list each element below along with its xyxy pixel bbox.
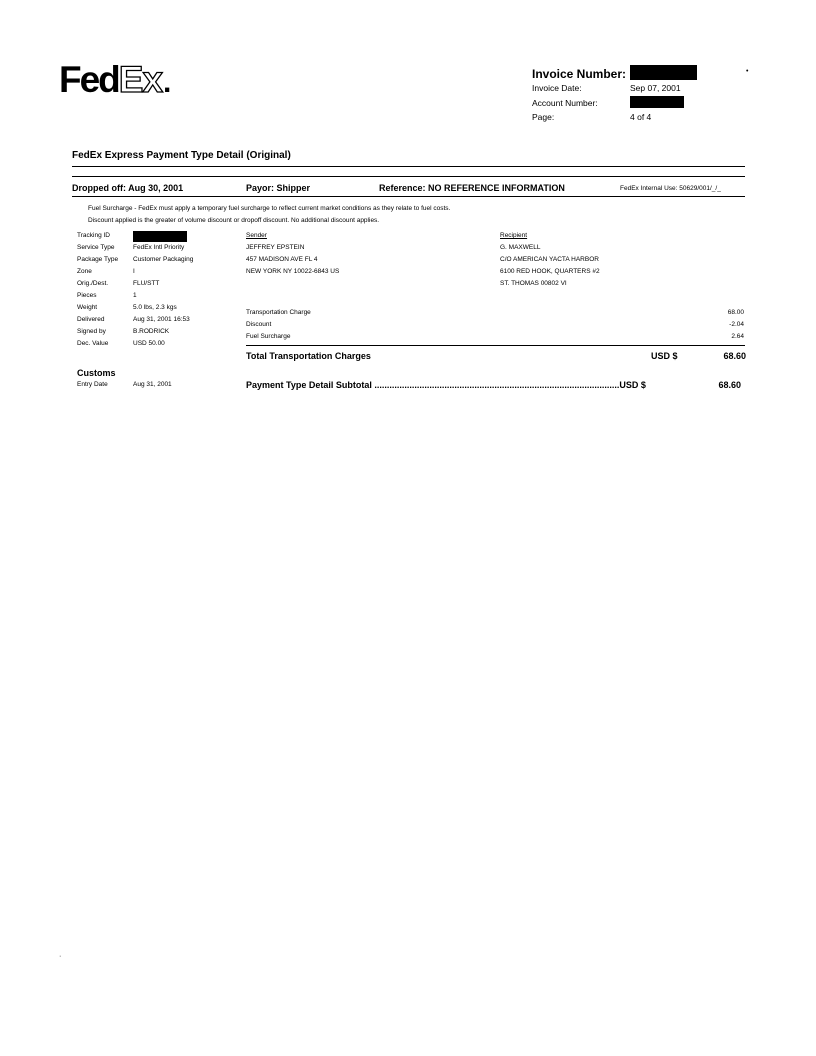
detail-label-pieces: Pieces bbox=[77, 292, 97, 299]
detail-label-service: Service Type bbox=[77, 244, 115, 251]
reference: Reference: NO REFERENCE INFORMATION bbox=[379, 183, 565, 193]
section-title: FedEx Express Payment Type Detail (Original) bbox=[72, 150, 291, 161]
logo-fed: Fed bbox=[59, 59, 119, 100]
detail-label-package: Package Type bbox=[77, 256, 119, 263]
sender-line-1: JEFFREY EPSTEIN bbox=[246, 244, 305, 251]
sender-heading: Sender bbox=[246, 232, 267, 239]
recipient-line-4: ST. THOMAS 00802 VI bbox=[500, 280, 567, 287]
charge-amount-discount: -2.04 bbox=[729, 321, 744, 328]
divider-header-bottom bbox=[72, 196, 745, 197]
tracking-id-redaction bbox=[133, 231, 187, 242]
sender-line-2: 457 MADISON AVE FL 4 bbox=[246, 256, 318, 263]
logo-ex: Ex bbox=[118, 59, 163, 100]
customs-heading: Customs bbox=[77, 368, 116, 378]
charge-label-fuel: Fuel Surcharge bbox=[246, 333, 291, 340]
charge-label-discount: Discount bbox=[246, 321, 272, 328]
account-number-redaction bbox=[630, 96, 684, 108]
detail-value-pieces: 1 bbox=[133, 292, 137, 299]
detail-label-dec-value: Dec. Value bbox=[77, 340, 109, 347]
detail-value-package: Customer Packaging bbox=[133, 256, 194, 263]
detail-label-delivered: Delivered bbox=[77, 316, 105, 323]
payor: Payor: Shipper bbox=[246, 183, 311, 193]
recipient-heading: Recipient bbox=[500, 232, 528, 239]
detail-label-tracking: Tracking ID bbox=[77, 232, 110, 239]
detail-value-zone: I bbox=[133, 268, 135, 275]
invoice-date-label: Invoice Date: bbox=[532, 83, 582, 93]
invoice-date-value: Sep 07, 2001 bbox=[630, 83, 681, 93]
charge-label-transportation: Transportation Charge bbox=[246, 309, 311, 316]
note-fuel-surcharge: Fuel Surcharge - FedEx must apply a temporary fuel surcharge to reflect current market conditions as they relate to fuel costs. bbox=[88, 205, 451, 212]
charge-amount-fuel: 2.64 bbox=[731, 333, 744, 340]
sender-line-3: NEW YORK NY 10022-6843 US bbox=[246, 268, 340, 275]
detail-label-weight: Weight bbox=[77, 304, 98, 311]
total-label: Total Transportation Charges bbox=[246, 351, 371, 361]
divider-upper bbox=[72, 176, 745, 177]
total-currency: USD $ bbox=[651, 351, 678, 361]
fedex-logo bbox=[59, 60, 169, 103]
customs-entry-label: Entry Date bbox=[77, 381, 108, 388]
divider-charges bbox=[246, 345, 745, 346]
note-discount: Discount applied is the greater of volume discount or dropoff discount. No additional discount applies. bbox=[88, 217, 380, 224]
charge-amount-transportation: 68.00 bbox=[727, 309, 744, 316]
page-value: 4 of 4 bbox=[630, 112, 652, 122]
detail-value-service: FedEx Intl Priority bbox=[133, 244, 185, 251]
recipient-line-2: C/O AMERICAN YACTA HARBOR bbox=[500, 256, 599, 263]
account-number-label: Account Number: bbox=[532, 98, 598, 108]
subtotal-amount: 68.60 bbox=[718, 380, 741, 390]
stray-mark: · bbox=[59, 953, 62, 960]
total-amount: 68.60 bbox=[723, 351, 746, 361]
invoice-number-redaction bbox=[630, 65, 697, 80]
internal-use: FedEx Internal Use: 50629/001/_/_ bbox=[620, 185, 721, 192]
customs-entry-value: Aug 31, 2001 bbox=[133, 381, 172, 388]
detail-value-dec-value: USD 50.00 bbox=[133, 340, 165, 347]
corner-mark: • bbox=[746, 68, 749, 75]
invoice-number-label: Invoice Number: bbox=[532, 67, 627, 81]
detail-value-signed: B.RODRICK bbox=[133, 328, 170, 335]
detail-value-weight: 5.0 lbs, 2.3 kgs bbox=[133, 304, 177, 311]
detail-value-delivered: Aug 31, 2001 16:53 bbox=[133, 316, 190, 323]
recipient-line-3: 6100 RED HOOK, QUARTERS #2 bbox=[500, 268, 600, 275]
detail-label-zone: Zone bbox=[77, 268, 92, 275]
divider-top bbox=[72, 166, 745, 167]
page-label: Page: bbox=[532, 112, 555, 122]
subtotal-label: Payment Type Detail Subtotal ..................................................................................................USD $ bbox=[246, 380, 646, 390]
detail-label-signed: Signed by bbox=[77, 328, 106, 335]
detail-label-orig-dest: Orig./Dest. bbox=[77, 280, 109, 287]
dropped-off: Dropped off: Aug 30, 2001 bbox=[72, 183, 184, 193]
detail-value-orig-dest: FLU/STT bbox=[133, 280, 160, 287]
recipient-line-1: G. MAXWELL bbox=[500, 244, 541, 251]
logo-dot: . bbox=[163, 66, 170, 99]
